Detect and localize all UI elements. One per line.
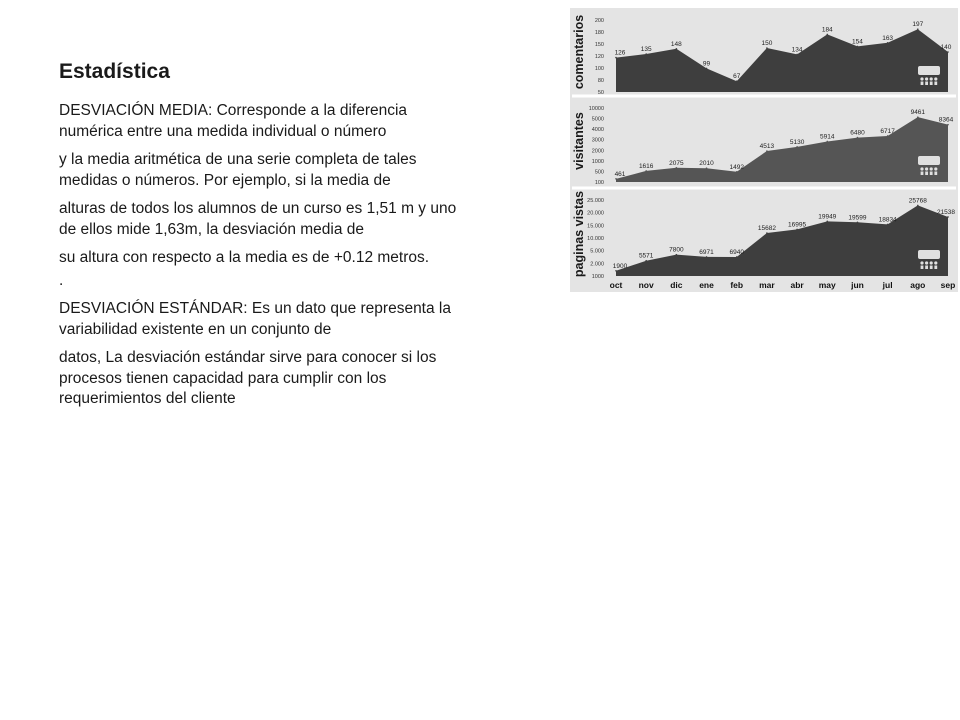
data-point-visitantes bbox=[887, 135, 889, 137]
person-head-icon bbox=[934, 261, 937, 264]
data-point-comentarios bbox=[706, 68, 708, 70]
data-label-visitantes: 5130 bbox=[789, 138, 805, 146]
person-head-icon bbox=[934, 77, 937, 80]
data-label-paginas-vistas: 19949 bbox=[818, 213, 837, 221]
data-label-paginas-vistas: 5571 bbox=[638, 252, 654, 260]
data-point-paginas-vistas bbox=[645, 260, 647, 262]
data-label-comentarios: 197 bbox=[912, 21, 924, 29]
data-point-visitantes bbox=[766, 150, 768, 152]
area-visitantes bbox=[616, 117, 948, 182]
data-point-comentarios bbox=[947, 51, 949, 53]
ylabel-visitantes: visitantes bbox=[572, 112, 586, 170]
person-head-icon bbox=[930, 167, 933, 170]
data-point-comentarios bbox=[887, 42, 889, 44]
person-body-icon bbox=[930, 172, 933, 176]
xtick-abr: abr bbox=[790, 280, 804, 290]
xtick-nov: nov bbox=[638, 280, 654, 290]
ytick-comentarios: 100 bbox=[594, 66, 604, 72]
person-body-icon bbox=[925, 266, 928, 270]
data-point-paginas-vistas bbox=[615, 270, 617, 272]
data-label-paginas-vistas: 15682 bbox=[757, 225, 776, 233]
person-body-icon bbox=[921, 266, 924, 270]
data-label-visitantes: 2075 bbox=[669, 159, 684, 167]
data-point-paginas-vistas bbox=[947, 216, 949, 218]
person-body-icon bbox=[925, 82, 928, 86]
ylabel-comentarios: comentarios bbox=[572, 14, 586, 90]
person-head-icon bbox=[925, 167, 928, 170]
person-body-icon bbox=[934, 266, 937, 270]
data-label-visitantes: 1616 bbox=[638, 162, 654, 170]
ytick-paginas-vistas: 1000 bbox=[591, 274, 604, 280]
person-body-icon bbox=[921, 82, 924, 86]
person-head-icon bbox=[920, 167, 923, 170]
xtick-may: may bbox=[818, 280, 836, 290]
data-point-paginas-vistas bbox=[706, 256, 708, 258]
data-point-comentarios bbox=[917, 28, 919, 30]
data-label-visitantes: 8364 bbox=[938, 116, 954, 124]
paragraph-resultado: su altura con respecto a la media es de +0.12 metros. bbox=[59, 249, 430, 266]
data-label-paginas-vistas: 21538 bbox=[936, 208, 956, 216]
data-point-paginas-vistas bbox=[887, 224, 889, 226]
data-label-paginas-vistas: 7800 bbox=[669, 246, 684, 254]
ytick-comentarios: 200 bbox=[594, 18, 604, 24]
ytick-visitantes: 1000 bbox=[591, 158, 604, 165]
data-point-paginas-vistas bbox=[676, 254, 678, 256]
data-point-paginas-vistas bbox=[796, 229, 798, 231]
data-point-comentarios bbox=[736, 80, 738, 82]
person-head-icon bbox=[925, 261, 928, 264]
stats-chart-panel bbox=[570, 8, 958, 292]
data-point-visitantes bbox=[857, 137, 859, 139]
ytick-paginas-vistas: 5.000 bbox=[590, 248, 604, 255]
data-point-visitantes bbox=[947, 124, 949, 126]
data-point-visitantes bbox=[796, 146, 798, 148]
data-point-visitantes bbox=[706, 167, 708, 169]
data-label-paginas-vistas: 18834 bbox=[878, 216, 897, 224]
data-label-visitantes: 9461 bbox=[910, 109, 926, 117]
data-point-comentarios bbox=[615, 57, 617, 59]
data-label-paginas-vistas: 25768 bbox=[908, 197, 927, 205]
data-label-visitantes: 6480 bbox=[850, 129, 865, 137]
data-label-comentarios: 67 bbox=[733, 73, 741, 81]
person-body-icon bbox=[934, 82, 937, 86]
person-head-icon bbox=[920, 261, 923, 264]
ytick-paginas-vistas: 10.000 bbox=[587, 236, 604, 242]
data-label-visitantes: 1492 bbox=[729, 163, 744, 171]
data-point-visitantes bbox=[676, 167, 678, 169]
data-label-comentarios: 126 bbox=[614, 49, 626, 57]
data-label-comentarios: 135 bbox=[640, 46, 652, 53]
person-head-icon bbox=[934, 167, 937, 170]
data-label-comentarios: 134 bbox=[791, 46, 803, 54]
paragraph-datos: datos, La desviación estándar sirve para conocer si los procesos tienen capacidad para cumplir con los requerimientos del cliente bbox=[59, 349, 437, 407]
ytick-paginas-vistas: 20.000 bbox=[587, 210, 604, 217]
data-label-visitantes: 2010 bbox=[699, 160, 714, 168]
data-label-visitantes: 6717 bbox=[880, 127, 895, 135]
paragraph-media-aritmetica: y la media aritmética de una serie completa de tales medidas o números. Por ejemplo, si la media de bbox=[59, 151, 417, 189]
ytick-comentarios: 120 bbox=[594, 54, 604, 60]
ytick-visitantes: 3000 bbox=[591, 137, 604, 144]
data-point-visitantes bbox=[826, 141, 828, 143]
ylabel-paginas-vistas: paginas vistas bbox=[572, 190, 586, 278]
paragraph-desviacion-media: DESVIACIÓN MEDIA: Corresponde a la diferencia numérica entre una medida individual o número bbox=[59, 102, 408, 140]
xtick-sep: sep bbox=[940, 280, 956, 290]
data-point-visitantes bbox=[917, 116, 919, 118]
area-charts bbox=[570, 8, 958, 292]
area-comentarios bbox=[616, 29, 948, 92]
data-point-comentarios bbox=[645, 53, 647, 55]
data-label-visitantes: 4513 bbox=[759, 143, 775, 151]
people-group-icon bbox=[918, 250, 940, 259]
person-body-icon bbox=[934, 172, 937, 176]
ytick-visitantes: 500 bbox=[594, 169, 604, 176]
data-point-visitantes bbox=[645, 170, 647, 172]
data-point-visitantes bbox=[615, 178, 617, 180]
data-label-visitantes: 461 bbox=[614, 170, 626, 178]
person-body-icon bbox=[925, 172, 928, 176]
xtick-jun: jun bbox=[851, 280, 864, 290]
ytick-paginas-vistas: 2.000 bbox=[590, 261, 604, 268]
data-label-comentarios: 163 bbox=[882, 34, 894, 42]
area-paginas-vistas bbox=[616, 205, 948, 276]
data-label-visitantes: 5914 bbox=[820, 133, 835, 141]
person-body-icon bbox=[930, 266, 933, 270]
data-label-paginas-vistas: 16995 bbox=[788, 221, 807, 229]
data-point-comentarios bbox=[676, 48, 678, 50]
data-point-paginas-vistas bbox=[736, 256, 738, 258]
data-point-paginas-vistas bbox=[917, 205, 919, 207]
person-head-icon bbox=[930, 261, 933, 264]
ytick-comentarios: 50 bbox=[597, 90, 604, 96]
people-group-icon bbox=[918, 66, 940, 75]
ytick-visitantes: 10000 bbox=[588, 106, 604, 112]
person-head-icon bbox=[925, 77, 928, 80]
data-label-comentarios: 148 bbox=[670, 40, 682, 48]
data-point-comentarios bbox=[766, 47, 768, 49]
data-point-visitantes bbox=[736, 171, 738, 173]
slide-title: Estadística bbox=[59, 60, 170, 83]
data-label-comentarios: 150 bbox=[761, 40, 773, 47]
paragraph-desviacion-estandar: DESVIACIÓN ESTÁNDAR: Es un dato que representa la variabilidad existente en un conjunto de bbox=[59, 300, 451, 338]
ytick-comentarios: 150 bbox=[594, 42, 604, 48]
person-head-icon bbox=[920, 77, 923, 80]
data-point-comentarios bbox=[826, 34, 828, 36]
data-label-comentarios: 184 bbox=[821, 26, 833, 34]
ytick-visitantes: 5000 bbox=[591, 116, 604, 123]
ytick-visitantes: 100 bbox=[594, 180, 604, 186]
ytick-paginas-vistas: 15.000 bbox=[587, 223, 604, 230]
body-text bbox=[59, 101, 469, 418]
xtick-oct: oct bbox=[609, 280, 623, 290]
data-point-paginas-vistas bbox=[766, 232, 768, 234]
xtick-dic: dic bbox=[670, 280, 683, 290]
paragraph-separator: . bbox=[59, 271, 64, 289]
data-point-paginas-vistas bbox=[826, 221, 828, 223]
data-label-comentarios: 99 bbox=[702, 60, 711, 68]
ytick-comentarios: 80 bbox=[597, 78, 604, 84]
xtick-mar: mar bbox=[759, 280, 775, 290]
data-point-comentarios bbox=[857, 46, 859, 48]
ytick-visitantes: 4000 bbox=[591, 127, 604, 134]
ytick-comentarios: 180 bbox=[594, 30, 604, 36]
data-label-comentarios: 140 bbox=[940, 44, 952, 51]
xtick-ene: ene bbox=[699, 280, 714, 290]
person-body-icon bbox=[921, 172, 924, 176]
data-label-paginas-vistas: 6971 bbox=[699, 248, 714, 256]
ytick-visitantes: 2000 bbox=[591, 148, 604, 155]
data-point-paginas-vistas bbox=[857, 221, 859, 223]
people-group-icon bbox=[918, 156, 940, 165]
data-label-paginas-vistas: 19599 bbox=[848, 214, 867, 222]
data-point-comentarios bbox=[796, 54, 798, 56]
paragraph-ejemplo-alturas: alturas de todos los alumnos de un curso es 1,51 m y uno de ellos mide 1,63m, la desviación media de bbox=[59, 200, 457, 238]
person-body-icon bbox=[930, 82, 933, 86]
xtick-ago: ago bbox=[910, 280, 926, 290]
data-label-paginas-vistas: 6940 bbox=[729, 248, 744, 256]
xtick-jul: jul bbox=[882, 280, 893, 290]
person-head-icon bbox=[930, 77, 933, 80]
ytick-paginas-vistas: 25.000 bbox=[587, 198, 604, 204]
data-label-comentarios: 154 bbox=[852, 38, 863, 46]
data-label-paginas-vistas: 1900 bbox=[612, 262, 628, 270]
xtick-feb: feb bbox=[730, 280, 744, 290]
